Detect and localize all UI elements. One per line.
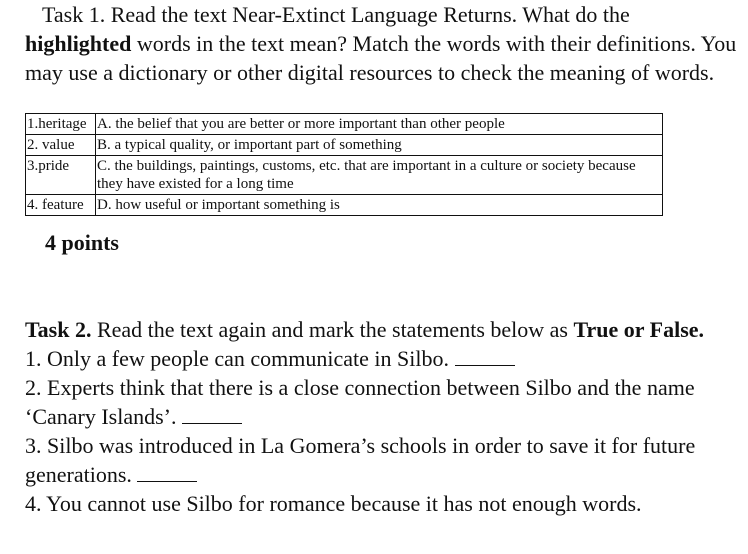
statement-text: 3. Silbo was introduced in La Gomera’s schools in order to save it for future generations. — [25, 433, 696, 487]
vocab-definition: B. a typical quality, or important part of something — [96, 135, 663, 156]
vocab-definition: C. the buildings, paintings, customs, etc. that are important in a culture or society because they have existed for a long time — [96, 156, 663, 195]
task2-instruction-text: Read the text again and mark the statements below as — [91, 317, 574, 342]
vocab-word: 4. feature — [26, 195, 96, 216]
task2-heading: Task 2. — [25, 317, 92, 342]
answer-blank[interactable] — [455, 347, 515, 366]
statement-text: 1. Only a few people can communicate in Silbo. — [25, 346, 455, 371]
statement-item — [25, 344, 741, 373]
task1-points: 4 points — [45, 230, 119, 255]
statement-item — [25, 431, 741, 489]
vocab-word: 3.pride — [26, 156, 96, 195]
vocab-word: 2. value — [26, 135, 96, 156]
vocabulary-matching-table — [25, 113, 663, 216]
table-row — [26, 135, 663, 156]
task1-intro-text: Task 1. Read the text Near-Extinct Language Returns. What do the — [42, 2, 630, 27]
vocab-definition: A. the belief that you are better or more important than other people — [96, 114, 663, 135]
task2-section — [25, 315, 741, 518]
task1-instructions — [25, 0, 737, 87]
vocab-definition: D. how useful or important something is — [96, 195, 663, 216]
statement-item — [25, 373, 741, 431]
task1-intro-text-end: words in the text mean? Match the words with their definitions. You may use a dictionary or other digital resources to check the meaning of words. — [25, 31, 737, 85]
answer-blank[interactable] — [182, 405, 242, 424]
vocab-word: 1.heritage — [26, 114, 96, 135]
statement-text: 4. You cannot use Silbo for romance because it has not enough words. — [25, 491, 642, 516]
answer-blank[interactable] — [137, 463, 197, 482]
statement-text: 2. Experts think that there is a close connection between Silbo and the name ‘Canary Islands’. — [25, 375, 695, 429]
task2-instructions — [25, 315, 741, 344]
table-row — [26, 156, 663, 195]
table-row — [26, 114, 663, 135]
table-row — [26, 195, 663, 216]
statement-item — [25, 489, 741, 518]
task1-intro-bold: highlighted — [25, 31, 132, 56]
task2-instruction-bold: True or False. — [573, 317, 705, 342]
